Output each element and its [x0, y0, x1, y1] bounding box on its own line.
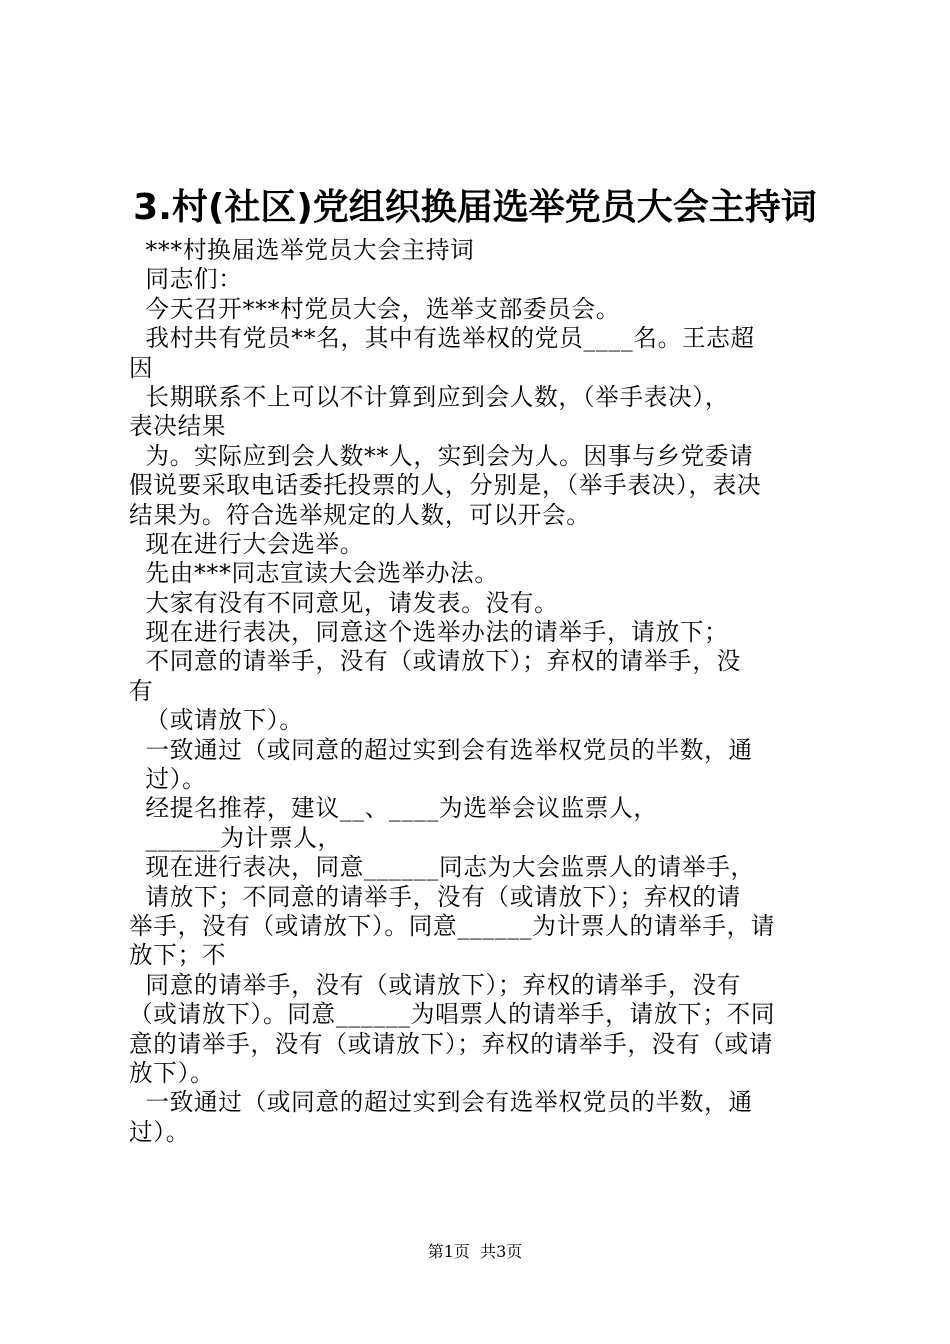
- body-line: 经提名推荐，建议__、____为选举会议监票人，: [129, 794, 658, 823]
- body-line: 举手，没有（或请放下）。同意______为计票人的请举手，请: [129, 911, 776, 940]
- body-line: 过）。: [129, 1117, 191, 1146]
- body-line: 因: [129, 353, 154, 382]
- body-line: 意的请举手，没有（或请放下）；弃权的请举手，没有（或请: [129, 1029, 774, 1058]
- body-line: 大家有没有不同意见，请发表。没有。: [129, 588, 559, 617]
- body-line: 放下）。: [129, 1058, 215, 1087]
- body-line: 为。实际应到会人数**人，实到会为人。因事与乡党委请: [129, 441, 754, 470]
- body-line: （或请放下）。: [129, 706, 304, 735]
- body-line: 一致通过（或同意的超过实到会有选举权党员的半数，通: [129, 1088, 753, 1117]
- body-line: ***村换届选举党员大会主持词: [129, 236, 475, 264]
- body-line: 结果为。符合选举规定的人数，可以开会。: [129, 500, 591, 529]
- document-body: [129, 236, 831, 1147]
- body-line: 一致通过（或同意的超过实到会有选举权党员的半数，通: [129, 735, 753, 764]
- body-line: ______为计票人，: [129, 823, 342, 852]
- document-title: 3.村(社区)党组织换届选举党员大会主持词: [133, 187, 817, 228]
- body-line: 现在进行表决，同意这个选举办法的请举手，请放下；: [129, 618, 729, 647]
- page-footer: 第1页 共3页: [427, 1242, 523, 1261]
- body-line: 长期联系不上可以不计算到应到会人数，（举手表决），: [129, 382, 730, 411]
- body-line: 过）。: [129, 765, 207, 794]
- body-line: 我村共有党员**名，其中有选举权的党员____名。王志超: [129, 324, 755, 353]
- body-line: 今天召开***村党员大会，选举支部委员会。: [129, 294, 621, 323]
- body-line: 假说要采取电话委托投票的人，分别是，（举手表决），表决: [129, 471, 762, 500]
- body-line: 先由***同志宣读大会选举办法。: [129, 559, 499, 588]
- body-line: 请放下；不同意的请举手，没有（或请放下）；弃权的请: [129, 882, 741, 911]
- body-line: 表决结果: [129, 412, 227, 441]
- body-line: 放下；不: [129, 941, 227, 970]
- body-line: 同意的请举手，没有（或请放下）；弃权的请举手，没有: [129, 970, 741, 999]
- body-line: 现在进行大会选举。: [129, 529, 365, 558]
- body-line: 同志们：: [129, 265, 243, 294]
- body-line: 现在进行表决，同意______同志为大会监票人的请举手，: [129, 853, 755, 882]
- body-line: （或请放下）。同意______为唱票人的请举手，请放下；不同: [129, 1000, 776, 1029]
- body-line: 有: [129, 676, 154, 705]
- body-line: 不同意的请举手，没有（或请放下）；弃权的请举手，没: [129, 647, 741, 676]
